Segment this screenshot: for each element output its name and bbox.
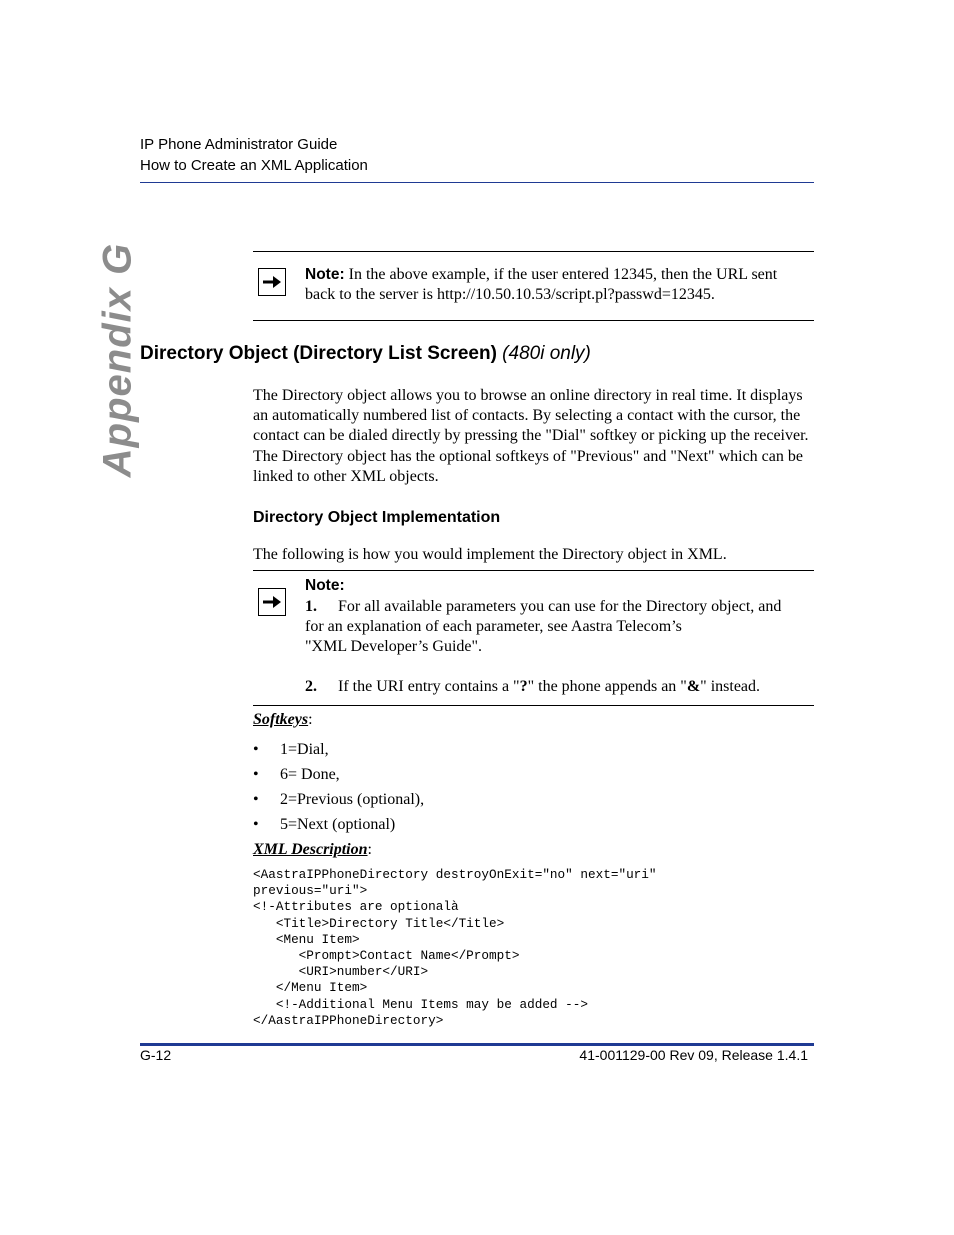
note-2-item-1-line-1: For all available parameters you can use for the Directory object, and xyxy=(338,598,782,615)
note-box-2 xyxy=(253,570,814,706)
note-1-label: Note: xyxy=(305,266,345,283)
section-heading-suffix: (480i only) xyxy=(502,343,591,364)
note-2-label: Note: xyxy=(305,577,345,594)
xml-code-block: <AastraIPPhoneDirectory destroyOnExit="no" next="uri" previous="uri"> <!-Attributes are optionalà <Title>Directory Title</Title> <Menu Item> <Prompt>Contact Name</Prompt> <URI>number</URI> </Menu Item> <!-Additional Menu Items may be added --> </AastraIPPhoneDirectory> xyxy=(253,867,657,1028)
arrow-right-icon xyxy=(258,588,286,616)
note-2-item-1-line-3: "XML Developer’s Guide". xyxy=(305,638,483,655)
document-id: 41-001129-00 Rev 09, Release 1.4.1 xyxy=(579,1047,808,1063)
header-rule xyxy=(140,182,814,183)
note-2-item-2-text: If the URI entry contains a "?" the phone appends an "&" instead. xyxy=(338,678,761,695)
note-2-item-2-number: 2. xyxy=(305,678,317,695)
footer-rule xyxy=(140,1043,814,1046)
section-intro: The Directory object allows you to browse an online directory in real time. It displays an automatically numbered list of contacts. By selecting a contact with the cursor, the contact can be dialed directly by pressing the "Dial" softkey or picking up the receiver. The Directory object has the optional softkeys of "Previous" and "Next" which can be linked to other XML objects. xyxy=(253,387,809,485)
appendix-label: Appendix G xyxy=(95,242,140,478)
header-title: IP Phone Administrator Guide xyxy=(140,136,338,153)
subsection-intro: The following is how you would implement the Directory object in XML. xyxy=(253,546,727,563)
page-number: G-12 xyxy=(140,1047,172,1063)
note-1-body: In the above example, if the user entered 12345, then the URL sent back to the server is http://10.50.10.53/script.pl?passwd=12345. xyxy=(305,266,778,303)
xml-description-label: XML Description: xyxy=(253,841,372,858)
header-subtitle: How to Create an XML Application xyxy=(140,157,368,174)
note-box-1 xyxy=(253,251,814,321)
arrow-right-icon xyxy=(258,268,286,296)
section-heading-text: Directory Object (Directory List Screen) xyxy=(140,343,497,364)
note-2-item-1-line-2: for an explanation of each parameter, see Aastra Telecom’s xyxy=(305,618,682,635)
note-1-text xyxy=(305,265,808,305)
section-heading xyxy=(140,343,591,365)
softkeys-label: Softkeys: xyxy=(253,711,313,728)
note-2-item-1-number: 1. xyxy=(305,598,317,615)
subsection-heading: Directory Object Implementation xyxy=(253,509,501,526)
